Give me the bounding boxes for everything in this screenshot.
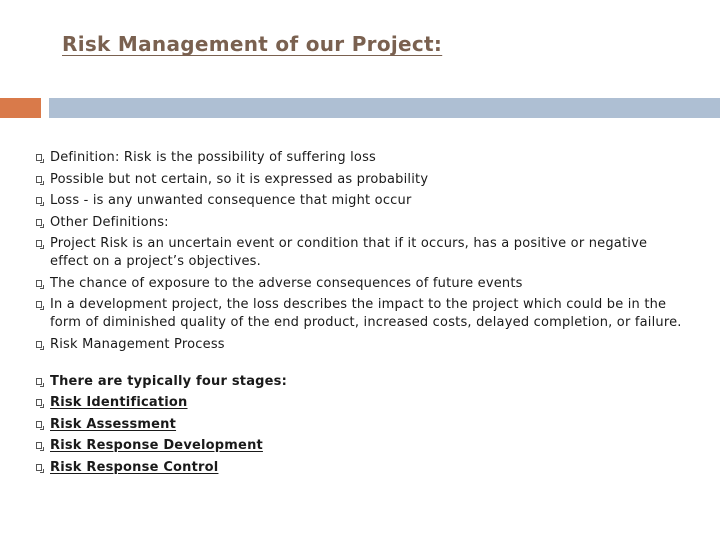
bullet-box-icon bbox=[36, 176, 42, 183]
stage-item bbox=[36, 394, 686, 412]
bullet-text: In a development project, the loss describes the impact to the project which could be in the form of diminished quality of the end product, increased costs, delayed completion, or failure. bbox=[50, 297, 682, 330]
link-risk-identification[interactable]: Risk Identification bbox=[50, 395, 188, 410]
bullet-text: Risk Management Process bbox=[50, 336, 225, 352]
bullet-box-icon bbox=[36, 240, 42, 247]
bullet-box-icon bbox=[36, 341, 42, 348]
list-item bbox=[36, 275, 686, 293]
accent-band bbox=[0, 98, 41, 118]
bullet-box-icon bbox=[36, 197, 42, 204]
list-item bbox=[36, 214, 686, 232]
bullet-text: Project Risk is an uncertain event or condition that if it occurs, has a positive or negative effect on a project’s objectives. bbox=[50, 236, 648, 269]
bullet-list bbox=[36, 149, 686, 480]
stage-item bbox=[36, 459, 686, 477]
bullet-text: Other Definitions: bbox=[50, 214, 169, 230]
bullet-box-icon bbox=[36, 442, 42, 449]
bullet-box-icon bbox=[36, 464, 42, 471]
bullet-text: Definition: Risk is the possibility of suffering loss bbox=[50, 150, 377, 165]
slide-title: Risk Management of our Project: bbox=[62, 32, 443, 56]
stage-item bbox=[36, 416, 686, 434]
stages-heading: There are typically four stages: bbox=[50, 373, 288, 389]
bullet-box-icon bbox=[36, 421, 42, 428]
list-item bbox=[36, 336, 686, 354]
list-item bbox=[36, 192, 686, 210]
bullet-box-icon bbox=[36, 280, 42, 287]
list-item bbox=[36, 171, 686, 189]
list-item bbox=[36, 235, 686, 271]
bullet-box-icon bbox=[36, 154, 42, 161]
bullet-text: Possible but not certain, so it is expressed as probability bbox=[50, 171, 429, 187]
bullet-text: The chance of exposure to the adverse consequences of future events bbox=[50, 275, 523, 291]
stages-heading-item bbox=[36, 373, 686, 391]
stage-item bbox=[36, 437, 686, 455]
list-item bbox=[36, 296, 686, 332]
bullet-text: Loss - is any unwanted consequence that might occur bbox=[50, 193, 412, 208]
list-item bbox=[36, 149, 686, 167]
bullet-box-icon bbox=[36, 378, 42, 385]
bullet-box-icon bbox=[36, 301, 42, 308]
bullet-box-icon bbox=[36, 219, 42, 226]
header-band bbox=[49, 98, 720, 118]
link-risk-response-control[interactable]: Risk Response Control bbox=[50, 459, 219, 475]
bullet-box-icon bbox=[36, 399, 42, 406]
link-risk-assessment[interactable]: Risk Assessment bbox=[50, 416, 177, 432]
link-risk-response-development[interactable]: Risk Response Development bbox=[50, 438, 263, 453]
